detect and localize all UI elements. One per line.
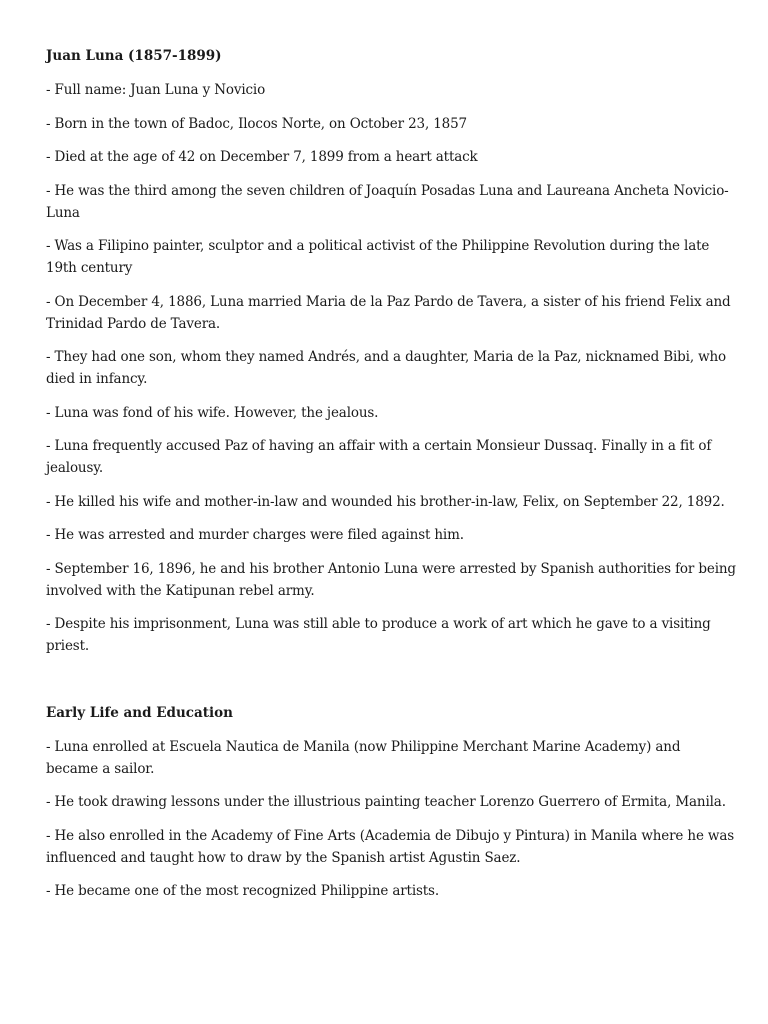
paragraph-profession: - Was a Filipino painter, sculptor and a political activist of the Philippine Revolution during the late 19th century — [46, 238, 710, 276]
paragraph-birth: - Born in the town of Badoc, Ilocos Norte, on October 23, 1857 — [46, 115, 467, 132]
paragraph-imprisonment-art: - Despite his imprisonment, Luna was still able to produce a work of art which he gave to a visiting priest. — [46, 616, 711, 654]
paragraph-family: - He was the third among the seven children of Joaquín Posadas Luna and Laureana Ancheta Novicio-Luna — [46, 182, 729, 221]
paragraph-fond-of-wife: - Luna was fond of his wife. However, the jealous. — [46, 404, 379, 421]
paragraph-recognized-artist: - He became one of the most recognized Philippine artists. — [46, 883, 439, 899]
section-title-early-life: Early Life and Education — [46, 704, 233, 721]
document-page — [46, 45, 736, 914]
paragraph-death: - Died at the age of 42 on December 7, 1899 from a heart attack — [46, 149, 478, 165]
paragraph-katipunan-arrest: - September 16, 1896, he and his brother Antonio Luna were arrested by Spanish authorities for being involved with the Katipunan rebel army. — [46, 560, 736, 599]
paragraph-drawing-lessons: - He took drawing lessons under the illustrious painting teacher Lorenzo Guerrero of Ermita, Manila. — [46, 794, 726, 810]
paragraph-marriage: - On December 4, 1886, Luna married Maria de la Paz Pardo de Tavera, a sister of his friend Felix and Trinidad Pardo de Tavera. — [46, 293, 731, 332]
paragraph-academy-fine-arts: - He also enrolled in the Academy of Fine Arts (Academia de Dibujo y Pintura) in Manila where he was influenced and taught how to draw by the Spanish artist Agustin Saez. — [46, 827, 735, 866]
paragraph-full-name: - Full name: Juan Luna y Novicio — [46, 82, 266, 98]
paragraph-jealousy: - Luna frequently accused Paz of having an affair with a certain Monsieur Dussaq. Finally in a fit of jealousy. — [46, 438, 712, 476]
section-title-juan-luna: Juan Luna (1857-1899) — [46, 48, 222, 64]
paragraph-arrest: - He was arrested and murder charges were filed against him. — [46, 527, 464, 543]
paragraph-children: - They had one son, whom they named Andrés, and a daughter, Maria de la Paz, nicknamed Bibi, who died in infancy. — [46, 349, 727, 387]
paragraph-escuela-nautica: - Luna enrolled at Escuela Nautica de Manila (now Philippine Merchant Marine Academy) and became a sailor. — [46, 738, 681, 777]
section-spacer — [46, 669, 736, 702]
paragraph-killing: - He killed his wife and mother-in-law and wounded his brother-in-law, Felix, on September 22, 1892. — [46, 493, 725, 510]
